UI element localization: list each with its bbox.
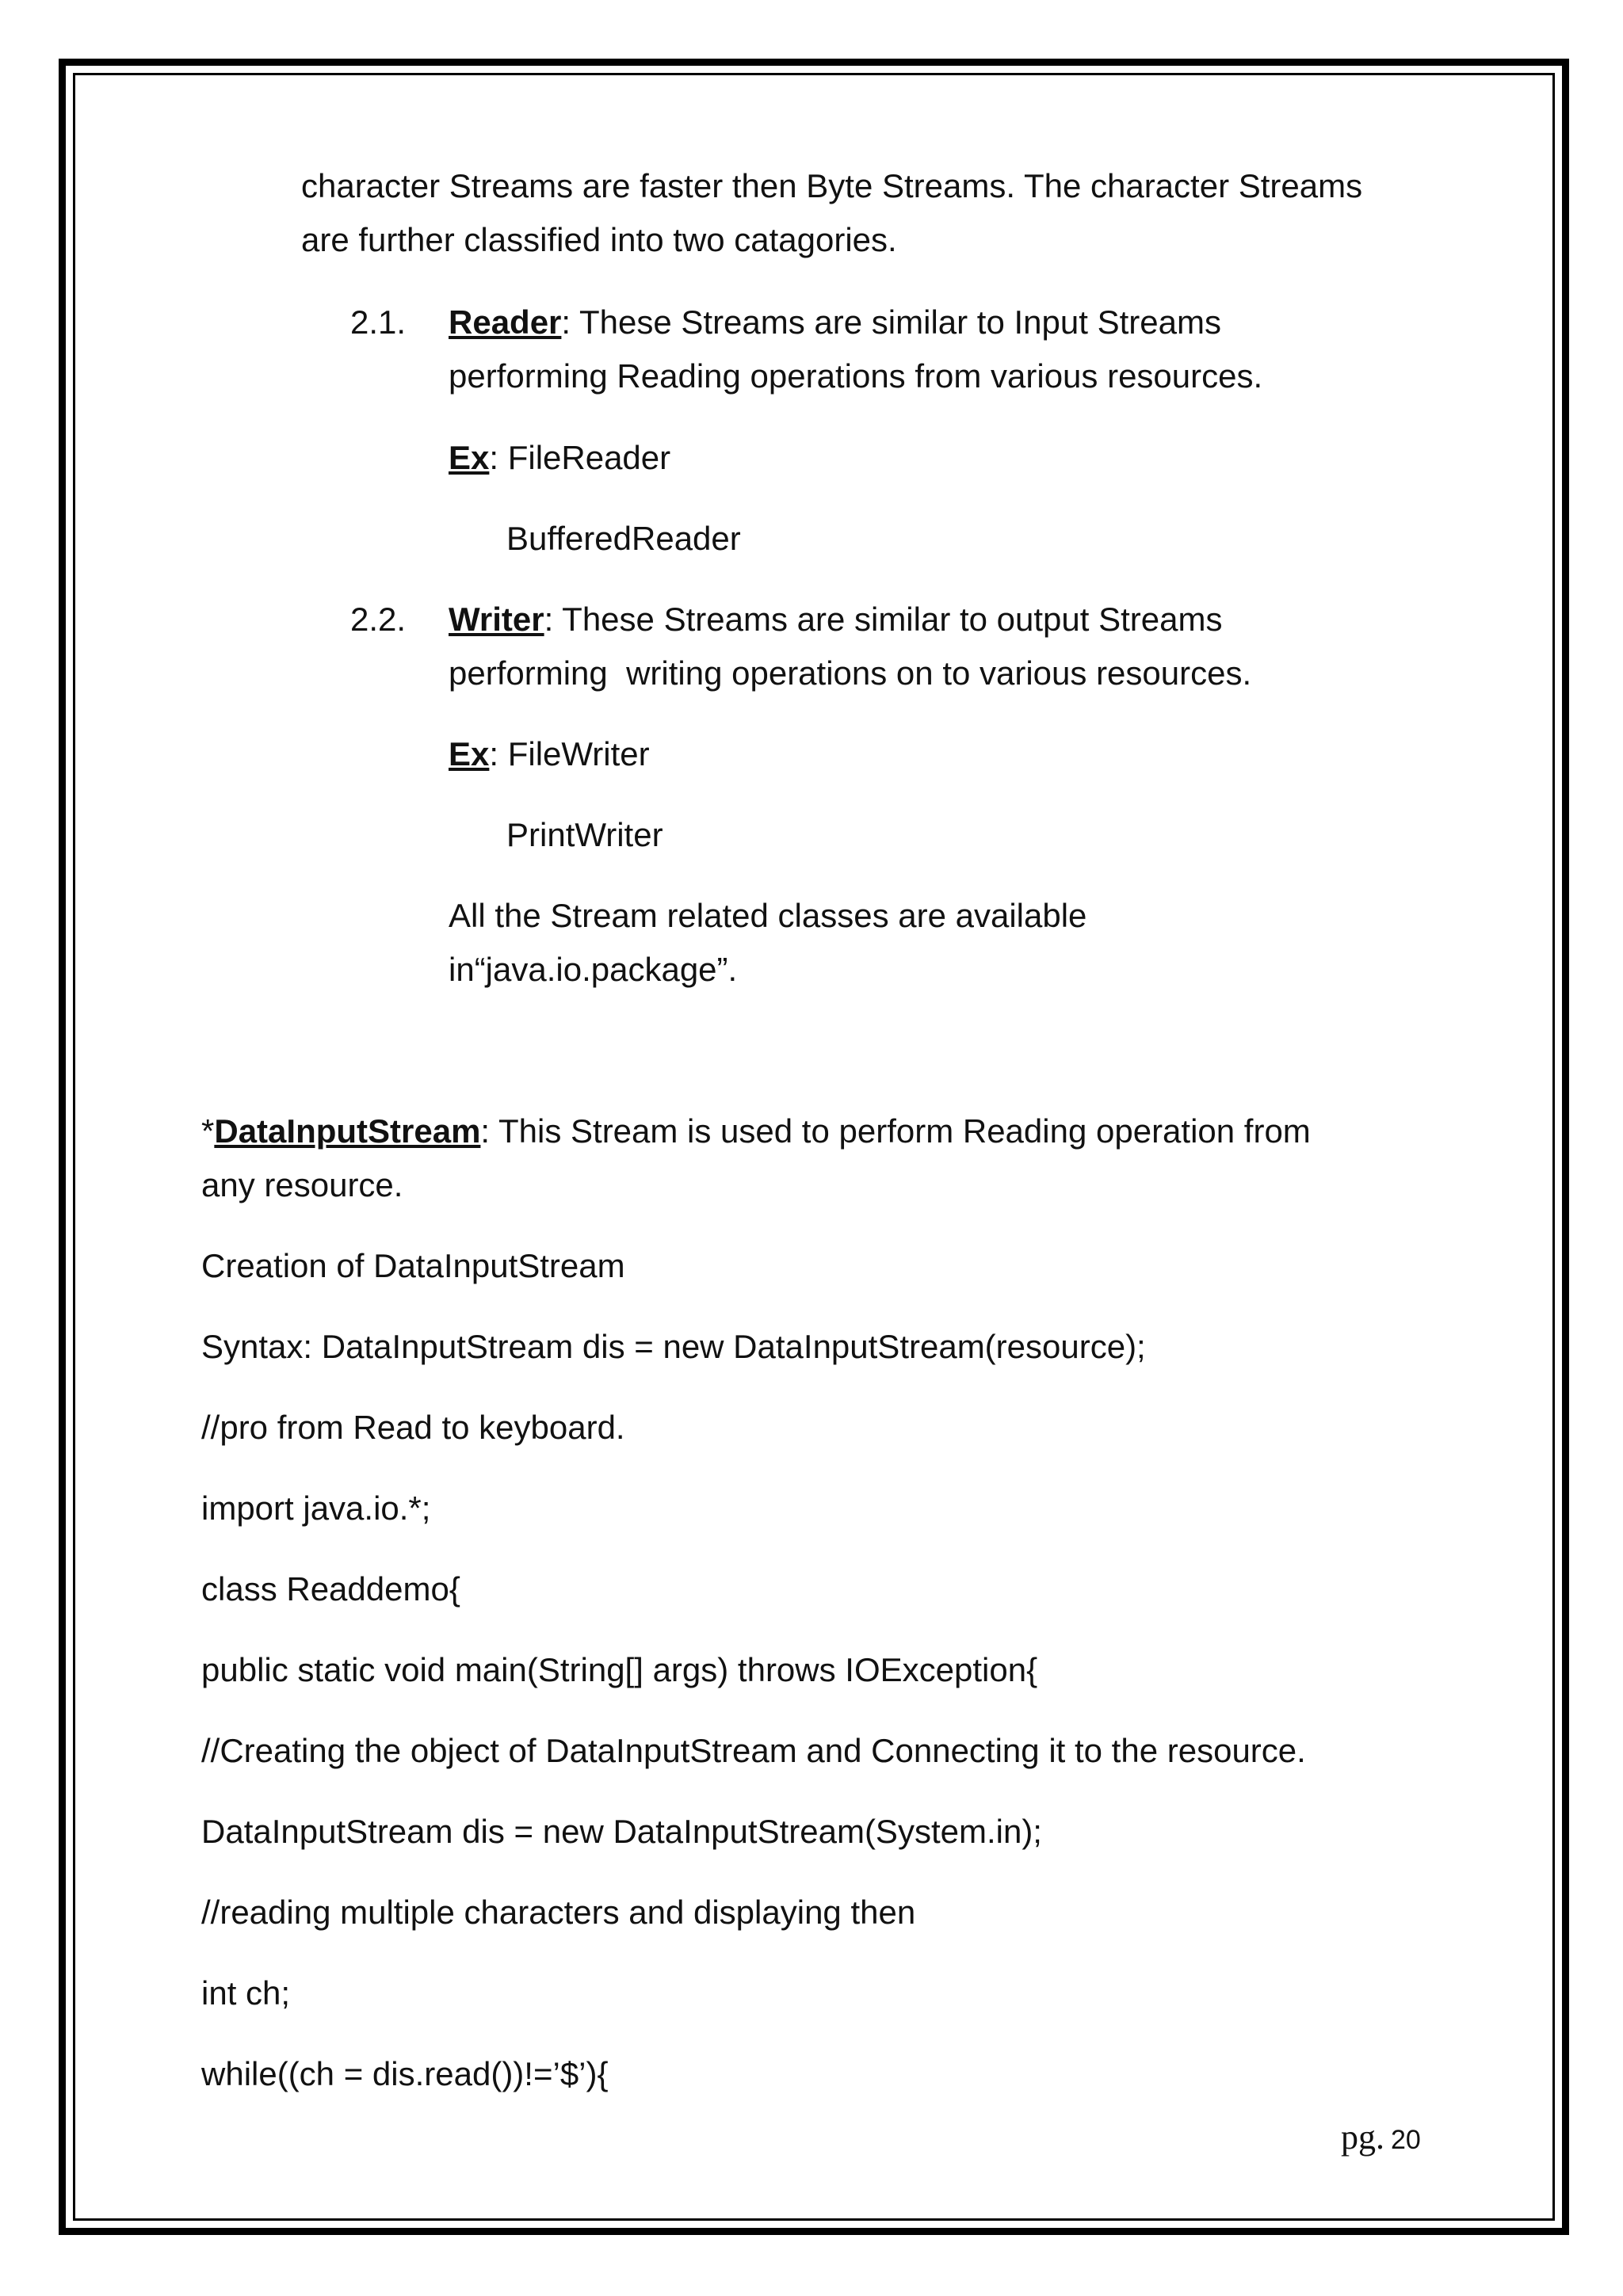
reader-number: 2.1. <box>350 303 407 341</box>
datainputstream-line-2: any resource. <box>201 1166 403 1203</box>
intro-line-2: are further classified into two catagories. <box>301 221 897 258</box>
body-line: //reading multiple characters and displaying then <box>201 1894 916 1931</box>
body-line: class Readdemo{ <box>201 1570 460 1608</box>
writer-line-1-rest: : These Streams are similar to output Streams <box>544 601 1223 638</box>
body-line: import java.io.*; <box>201 1489 431 1527</box>
note-line-1: All the Stream related classes are available <box>449 897 1087 934</box>
writer-example-2: PrintWriter <box>506 816 663 853</box>
writer-example-label: Ex <box>449 735 490 772</box>
datainputstream-line-1 <box>201 1108 1311 1155</box>
page-label: pg. <box>1341 2118 1384 2157</box>
writer-example-1: : FileWriter <box>489 735 650 772</box>
reader-line-2: performing Reading operations from various resources. <box>449 357 1263 395</box>
intro-line-1: character Streams are faster then Byte Streams. The character Streams <box>301 167 1363 204</box>
body-line: DataInputStream dis = new DataInputStream(System.in); <box>201 1813 1042 1850</box>
body-line: int ch; <box>201 1974 291 2012</box>
page-footer <box>1341 2117 1421 2157</box>
body-line: while((ch = dis.read())!=’$’){ <box>201 2055 609 2092</box>
body-line: Syntax: DataInputStream dis = new DataInputStream(resource); <box>201 1328 1146 1365</box>
reader-line-1 <box>449 299 1221 346</box>
datainputstream-star: * <box>201 1112 215 1150</box>
reader-example-label: Ex <box>449 439 490 476</box>
reader-example <box>449 434 670 482</box>
reader-example-1: : FileReader <box>489 439 671 476</box>
writer-example <box>449 730 650 778</box>
datainputstream-term: DataInputStream <box>214 1112 481 1150</box>
reader-term: Reader <box>449 303 562 341</box>
page-number: 20 <box>1391 2125 1421 2155</box>
writer-line-1 <box>449 596 1223 643</box>
datainputstream-line-1-rest: : This Stream is used to perform Reading operation from <box>480 1112 1311 1150</box>
body-line: //pro from Read to keyboard. <box>201 1409 625 1446</box>
writer-number: 2.2. <box>350 601 407 638</box>
reader-line-1-rest: : These Streams are similar to Input Streams <box>561 303 1221 341</box>
body-line: //Creating the object of DataInputStream and Connecting it to the resource. <box>201 1732 1306 1769</box>
writer-term: Writer <box>449 601 544 638</box>
body-line: public static void main(String[] args) throws IOException{ <box>201 1651 1038 1688</box>
note-line-2: in“java.io.package”. <box>449 951 738 988</box>
reader-example-2: BufferedReader <box>506 520 741 557</box>
body-line: Creation of DataInputStream <box>201 1247 625 1284</box>
writer-line-2: performing writing operations on to various resources. <box>449 654 1252 692</box>
